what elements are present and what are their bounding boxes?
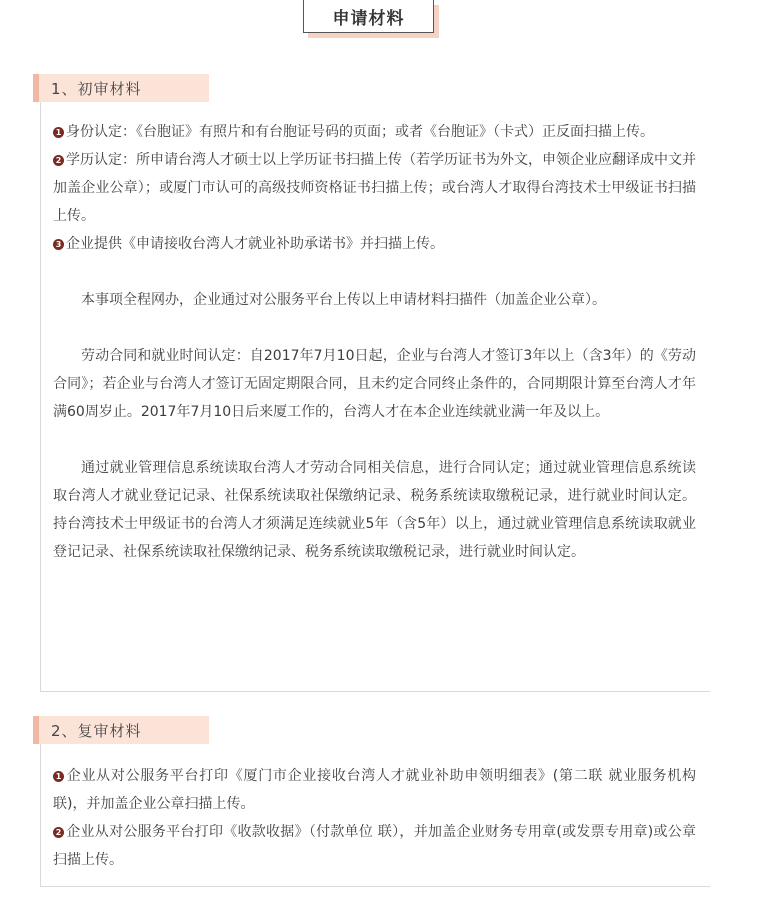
title-badge: [303, 0, 443, 40]
item-text: 企业从对公服务平台打印《厦门市企业接收台湾人才就业补助申领明细表》(第二联 就业服务机构联)，并加盖企业公章扫描上传。: [53, 768, 696, 812]
number-badge-icon: 1: [53, 127, 64, 138]
number-badge-icon: 1: [53, 771, 64, 782]
list-item: [53, 230, 696, 258]
section-final-review: [40, 716, 710, 887]
section-heading: [33, 716, 209, 744]
section-heading: [33, 74, 209, 102]
paragraph-online-processing: 本事项全程网办，企业通过对公服务平台上传以上申请材料扫描件（加盖企业公章）。: [81, 292, 606, 308]
item-text: 企业从对公服务平台打印《收款收据》（付款单位 联），并加盖企业财务专用章(或发票专用章)或公章扫描上传。: [53, 824, 696, 868]
section-heading-label: 2、复审材料: [39, 716, 209, 744]
paragraph-system-verification: 通过就业管理信息系统读取台湾人才劳动合同相关信息，进行合同认定；通过就业管理信息系统读取台湾人才就业登记记录、社保系统读取社保缴纳记录、税务系统读取缴税记录，进行就业时间认定。持台湾技术士甲级证书的台湾人才须满足连续就业5年（含5年）以上，通过就业管理信息系统读取就业登记记录、社保系统读取社保缴纳记录、税务系统读取缴税记录，进行就业时间认定。: [53, 460, 696, 560]
page-title: 申请材料: [303, 0, 434, 33]
item-text: 企业提供《申请接收台湾人才就业补助承诺书》并扫描上传。: [66, 236, 444, 252]
section-body: [53, 762, 696, 874]
item-text: 身份认定：《台胞证》有照片和有台胞证号码的页面；或者《台胞证》（卡式）正反面扫描上传。: [66, 124, 654, 140]
paragraph-contract-criteria: 劳动合同和就业时间认定：自2017年7月10日起，企业与台湾人才签订3年以上（含3年）的《劳动合同》；若企业与台湾人才签订无固定期限合同，且未约定合同终止条件的，合同期限计算至台湾人才年满60周岁止。2017年7月10日后来厦工作的，台湾人才在本企业连续就业满一年及以上。: [53, 348, 696, 420]
list-item: [53, 118, 696, 146]
number-badge-icon: 3: [53, 239, 64, 250]
number-badge-icon: 2: [53, 827, 64, 838]
item-text: 学历认定：所申请台湾人才硕士以上学历证书扫描上传（若学历证书为外文，申领企业应翻译成中文并加盖企业公章）；或厦门市认可的高级技师资格证书扫描上传；或台湾人才取得台湾技术士甲级证书扫描上传。: [53, 152, 696, 224]
section-initial-review: [40, 74, 710, 692]
list-item: [53, 762, 696, 818]
list-item: [53, 818, 696, 874]
section-body: [53, 118, 696, 566]
list-item: [53, 146, 696, 230]
section-heading-label: 1、初审材料: [39, 74, 209, 102]
number-badge-icon: 2: [53, 155, 64, 166]
